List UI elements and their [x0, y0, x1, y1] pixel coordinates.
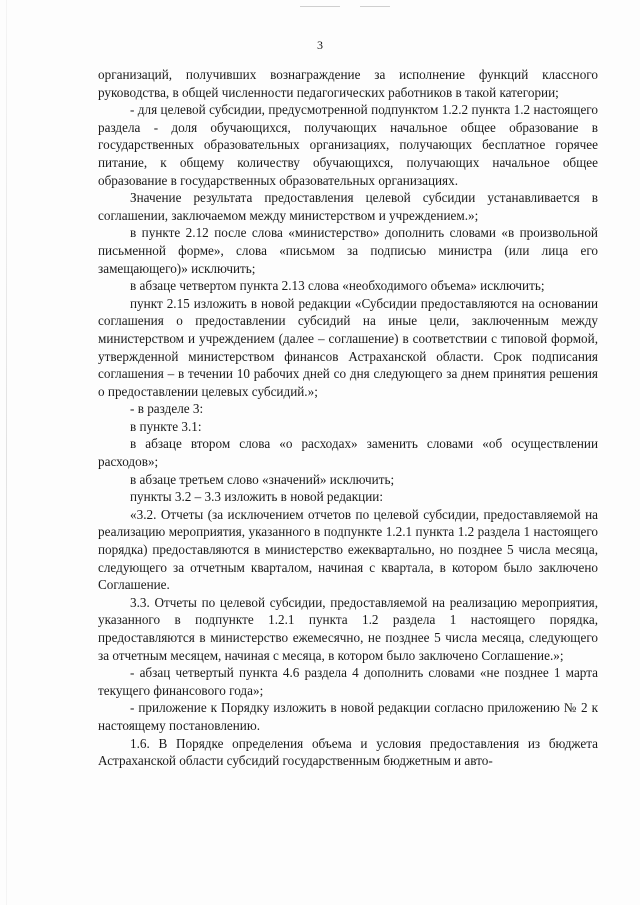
paragraph: - в разделе 3: [130, 401, 204, 417]
paragraph: организаций, получивших вознаграждение за исполнение функций классного руководства, в общей численности педагогических работников в такой категории; [98, 67, 598, 100]
paragraph: пункты 3.2 – 3.3 изложить в новой редакции: [130, 489, 384, 505]
document-body [98, 66, 598, 770]
page-number: 3 [317, 38, 323, 52]
scan-edge [6, 0, 7, 905]
paragraph: Значение результата предоставления целевой субсидии устанавливается в соглашении, заключаемом между министерством и учреждением.»; [98, 190, 598, 223]
paragraph: пункт 2.15 изложить в новой редакции «Субсидии предоставляются на основании соглашения о предоставлении субсидий на иные цели, заключенным между министерством и учреждением (далее – соглашение) в соответствии с типовой формой, утвержденной министерством финансов Астраханской области. Срок подписания соглашения – в течении 10 рабочих дней со дня следующего за днем принятия решения о предоставлении целевых субсидий.»; [98, 295, 598, 399]
paragraph: «3.2. Отчеты (за исключением отчетов по целевой субсидии, предоставляемой на реализацию мероприятия, указанного в подпункте 1.2.1 пункта 1.2 раздела 1 настоящего порядка) предоставляются в министерство ежеквартально, но позднее 5 числа месяца, следующего за отчетным кварталом, начиная с квартала, в котором было заключено Соглашение. [98, 506, 598, 593]
paragraph: в пункте 2.12 после слова «министерство» дополнить словами «в произвольной письменной форме», слова «письмом за подписью министра (или лица его замещающего)» исключить; [98, 225, 598, 276]
paragraph: в абзаце втором слова «о расходах» заменить словами «об осуществлении расходов»; [98, 436, 598, 470]
paragraph: - приложение к Порядку изложить в новой редакции согласно приложению № 2 к настоящему постановлению. [98, 700, 598, 733]
paragraph: в абзаце третьем слово «значений» исключить; [130, 471, 395, 487]
scan-artifact [360, 6, 390, 7]
paragraph: в абзаце четвертом пункта 2.13 слова «необходимого объема» исключить; [130, 278, 545, 294]
paragraph: 3.3. Отчеты по целевой субсидии, предоставляемой на реализацию мероприятия, указанного в подпункте 1.2.1 пункта 1.2 раздела 1 настоящего порядка, предоставляются в министерство ежемесячно, не позднее 5 числа месяца, следующего за отчетным месяцем, начиная с месяца, в котором было заключено Соглашение.»; [98, 594, 598, 663]
paragraph: в пункте 3.1: [130, 418, 202, 434]
paragraph: - абзац четвертый пункта 4.6 раздела 4 дополнить словами «не позднее 1 марта текущего финансового года»; [98, 665, 598, 698]
scan-artifact [300, 6, 340, 7]
paragraph: 1.6. В Порядке определения объема и условия предоставления из бюджета Астраханской области субсидий государственным бюджетным и авто- [98, 735, 598, 769]
paragraph: - для целевой субсидии, предусмотренной подпунктом 1.2.2 пункта 1.2 настоящего раздела - доля обучающихся, получающих начальное общее образование в государственных образовательных организациях, получающих бесплатное горячее питание, к общему количеству обучающихся, получающих начальное общее образование в государственных образовательных организациях. [98, 102, 598, 188]
